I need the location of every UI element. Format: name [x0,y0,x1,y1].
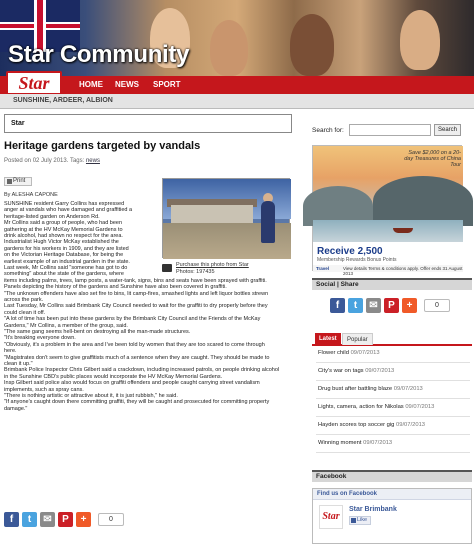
article-paragraph-line: implements, such as spray cans. [4,386,84,393]
social-share-header [312,278,472,290]
list-divider [316,434,470,435]
header-banner-image [0,0,474,76]
article-paragraph-line: "Magistrates don't seem to give graffitists much of a sentence when they are caught. They should be made to [4,354,270,361]
facebook-page-link[interactable]: Star Brimbank [349,506,397,513]
article-paragraph-line: gathering at the HV McKay Memorial Gardens to [4,226,123,233]
sidebar-share-bar [330,298,450,314]
latest-article-item[interactable] [318,422,468,428]
article-paragraph-line: Industrialist Hugh Victor McKay established the [4,239,119,246]
tab-popular[interactable]: Popular [342,333,373,345]
article-paragraph-line: across the park. [4,297,44,303]
latest-article-title: Hayden scores top soccer gig [318,422,395,428]
article-paragraph-line: on the Victorian Heritage Database, for being the [4,252,124,259]
latest-article-item[interactable] [318,350,468,356]
facebook-title: Facebook [316,473,347,480]
facebook-icon: f [9,514,14,525]
article-paragraph-line: "If anyone's caught down there committing graffiti, they will be caught and prosecuted for committing property [4,399,270,406]
pinterest-icon: P [388,300,395,311]
posted-text: Posted on 02 July 2013. Tags: [4,158,86,164]
tag-link-news[interactable]: news [85,158,100,164]
list-divider [316,362,470,363]
print-label: Print [13,178,26,184]
add-share-button[interactable] [76,512,91,527]
list-divider [316,452,470,453]
article-paragraph-line: Last Tuesday, Mr Collins said Brimbank City Council needed to wait for the graffiti to dry properly before they [4,303,268,310]
article-paragraph-line: Panels depicting the history of the gardens and Sunshine have also been covered in graffiti. [4,284,227,291]
article-paragraph-line: SUNSHINE resident Garry Collins has expressed [4,201,125,207]
email-icon: ✉ [369,300,378,311]
article-paragraph-line: "There is nothing artistic or attractive about it, it is just rubbish," he said. [4,393,178,399]
article-photo[interactable] [162,178,290,258]
article-paragraph-line: Brimbank Police Inspector Chris Gilbert said a crackdown, including increased patrols, on people drinking alcohol [4,367,280,374]
site-header [0,0,474,109]
latest-article-title: Winning moment [318,440,362,446]
share-count: 0 [424,299,450,312]
latest-popular-tabs [312,332,472,346]
site-title[interactable]: Star Community [8,41,190,68]
ad-headline: Receive 2,500 [317,246,383,257]
nav-news[interactable]: NEWS [115,80,139,89]
boat-graphic [393,228,413,233]
article-paragraph-line: something" about the state of the gardens, where [4,271,124,278]
social-share-title: Social | Share [316,281,359,288]
breadcrumb-link-star[interactable]: Star [11,120,25,127]
list-divider [316,416,470,417]
facebook-icon: f [335,300,340,311]
share-count: 0 [98,513,124,526]
nav-sport[interactable]: SPORT [153,80,181,89]
article-paragraph-line: could clean it off. [4,309,46,316]
advertisement-banner[interactable] [312,145,463,276]
print-button[interactable] [4,177,32,186]
twitter-share-button[interactable] [22,512,37,527]
article-paragraph-line: "It's breaking everyone down. [4,335,76,342]
article-paragraph-line: gardens for his workers in 1909, and they are listed [4,245,129,252]
article-paragraph-line: Insp Gilbert said police also would focus on graffiti offenders and people caught carrying street vandalism [4,380,260,387]
breadcrumb [4,114,292,133]
article-paragraph-line: clean it up." [4,361,33,367]
latest-article-item[interactable] [318,368,468,374]
article-paragraph-line: in the Sunshine CBD's public places would incorporate the HV McKay Memorial Gardens. [4,373,223,380]
article-paragraph-line: items including palms, trees, lamp posts, a water-tank, signs, bins and seats have been sprayed with graffiti. [4,277,267,284]
pinterest-share-button[interactable] [384,298,399,313]
ad-brand: Travel [316,266,330,271]
latest-article-date: 09/07/2013 [396,422,426,428]
facebook-share-button[interactable] [330,298,345,313]
article-paragraph-line: anger at vandals who have damaged and graffitied a [4,207,133,214]
printer-icon [7,179,12,184]
article-paragraph-line: "The same gang seems hell-bent on destroying all the man-made structures. [4,329,191,335]
latest-article-item[interactable] [318,386,468,392]
search-label: Search for: [312,127,344,134]
sidebar [310,112,474,545]
suburbs-label: SUNSHINE, ARDEER, ALBION [13,97,113,104]
banner-person-3 [290,14,334,76]
facebook-header [312,470,472,482]
suburbs-bar [0,94,474,109]
article-paragraph-line: here. [4,348,17,355]
camera-icon [162,264,172,272]
article-paragraph-line: earliest example of an industrial garden in the state. [4,258,130,265]
latest-article-date: 09/07/2013 [405,404,435,410]
article-paragraph-line: "The unknown offenders have also set fire to bins, lit camp-fires, smashed lights and left liquor bottles strewn [4,290,269,297]
purchase-photo-link[interactable]: Purchase this photo from Star [176,262,249,268]
article-paragraph-line: Mr Collins said a group of people, who had been [4,220,123,227]
photo-purchase [162,262,290,276]
article-share-bar [4,512,134,528]
photo-id: Photos: 197435 [176,269,215,275]
list-divider [316,398,470,399]
article-column [4,112,304,545]
article-meta [4,158,100,164]
article-paragraph-line: "A lot of time has been put into these gardens by the Brimbank City Council and the Friends of the McKay [4,316,261,323]
email-share-button[interactable] [40,512,55,527]
add-icon: + [80,514,87,525]
article-paragraph-line: Gardens," Mr Collins, a member of the group, said. [4,322,128,329]
pinterest-icon: P [62,514,69,525]
latest-article-title: Drug bust after battling blaze [318,386,393,392]
banner-person-4 [400,10,440,70]
article-paragraph-line: damage." [4,405,28,412]
ad-terms: View details Terms & conditions apply. Offer ends 31 August 2013 [343,266,463,276]
add-icon: + [406,300,413,311]
twitter-icon: t [27,514,32,525]
list-divider [316,380,470,381]
star-brimbank-avatar[interactable]: Star [319,505,343,529]
thumbs-up-icon [351,518,356,523]
twitter-icon: t [353,300,358,311]
ad-subheadline: Membership Rewards Bonus Points [317,257,397,263]
email-icon: ✉ [43,514,52,525]
facebook-like-button[interactable] [349,516,371,525]
twitter-share-button[interactable] [348,298,363,313]
facebook-share-button[interactable] [4,512,19,527]
article-paragraph-line: Last week, Mr Collins said "someone has got to do [4,265,128,271]
ad-tagline: Save $2,000 on a 20-day Treasures of China Tour [404,150,461,168]
search-button[interactable]: Search [434,124,461,136]
latest-article-date: 09/07/2013 [363,440,393,446]
main-navigation [0,76,474,94]
pinterest-share-button[interactable] [58,512,73,527]
email-share-button[interactable] [366,298,381,313]
like-label: Like [357,517,368,523]
latest-article-date: 09/07/2013 [350,350,380,356]
article-paragraph-line: drink alcohol, had shown no respect for the area. [4,233,123,239]
search-input[interactable] [349,124,431,136]
facebook-widget [312,488,472,544]
article-paragraph-line: heritage-listed garden on Anderson Rd. [4,213,100,220]
article-paragraph-line: "Obviously, it's a problem in the area and I've been told by women that they are too scared to come through [4,341,265,348]
latest-article-date: 09/07/2013 [365,368,395,374]
latest-article-item[interactable] [318,404,468,410]
add-share-button[interactable] [402,298,417,313]
tab-latest[interactable]: Latest [315,333,341,345]
latest-article-item[interactable] [318,440,468,446]
latest-article-date: 09/07/2013 [393,386,423,392]
facebook-find-us: Find us on Facebook [313,489,471,500]
latest-article-title: Lights, camera, action for Nikolas [318,404,404,410]
banner-person-2 [210,20,248,76]
latest-article-title: Flower child [318,350,349,356]
star-logo[interactable]: Star [6,71,62,95]
article-title: Heritage gardens targeted by vandals [4,140,201,152]
nav-home[interactable]: HOME [79,80,103,89]
byline: By ALESHA CAPONE [4,192,58,198]
latest-article-title: City's war on tags [318,368,364,374]
